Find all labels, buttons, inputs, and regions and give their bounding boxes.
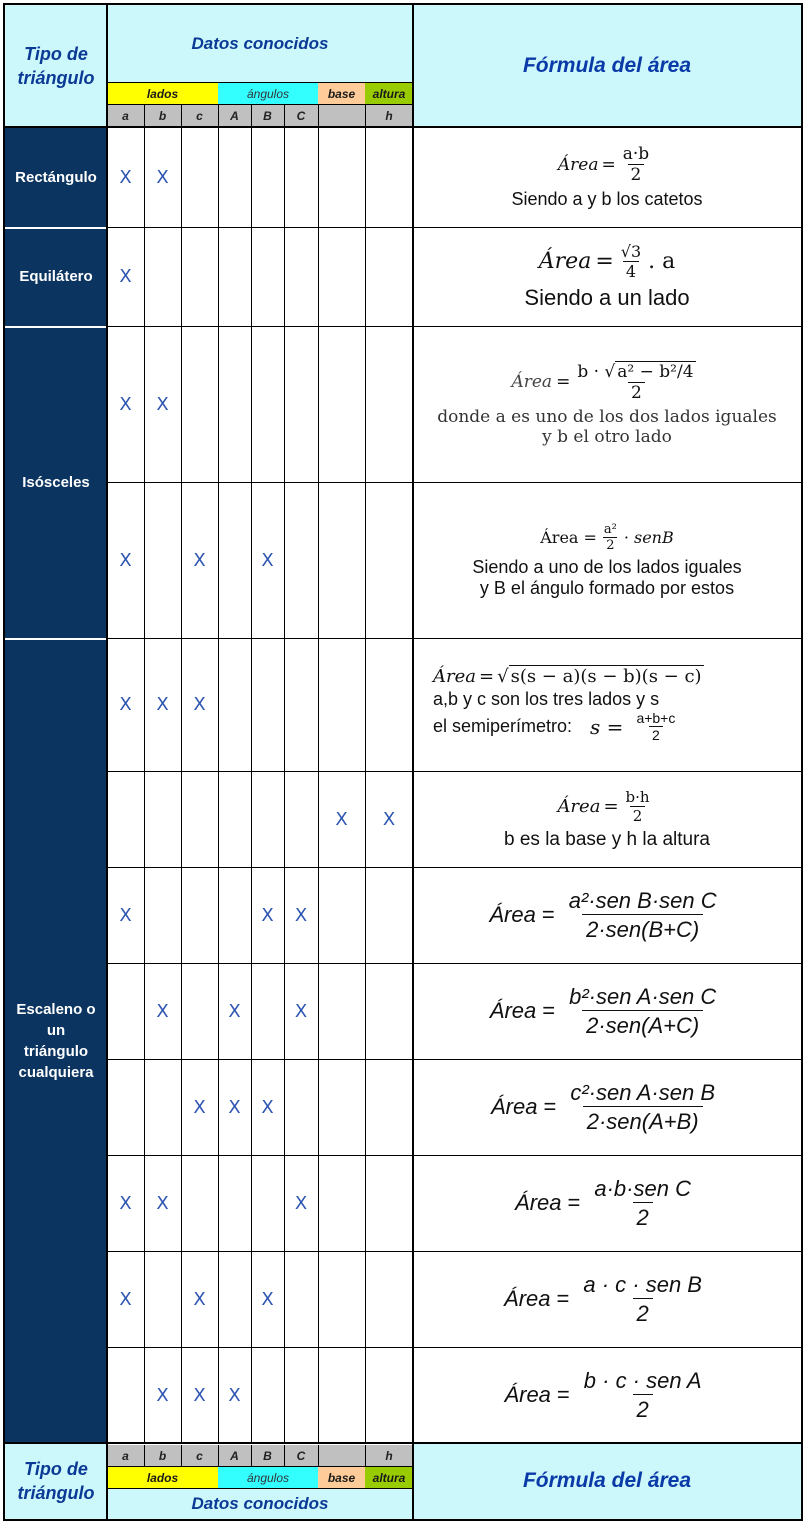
footer-formula bbox=[413, 1443, 801, 1519]
known-data-cell bbox=[318, 867, 365, 963]
known-data-cell bbox=[251, 482, 284, 638]
known-mark: X bbox=[156, 1192, 169, 1214]
known-data-cell bbox=[284, 963, 318, 1059]
known-mark: X bbox=[228, 1096, 241, 1118]
radicand: s(s − a)(s − b)(s − c) bbox=[510, 666, 702, 687]
known-data-cell bbox=[107, 771, 144, 867]
known-data-cell bbox=[251, 963, 284, 1059]
column-letter-label: B bbox=[263, 1449, 272, 1463]
known-data-cell bbox=[284, 326, 318, 482]
column-letter-label: A bbox=[230, 1449, 239, 1463]
column-letter bbox=[284, 1445, 318, 1467]
known-data-cell bbox=[218, 482, 251, 638]
column-letter bbox=[181, 1445, 218, 1467]
column-letter-label: C bbox=[296, 1449, 306, 1463]
known-mark: X bbox=[294, 904, 308, 926]
known-data-cell bbox=[365, 227, 413, 326]
formula-caption: Siendo a un lado bbox=[524, 285, 690, 310]
known-mark: X bbox=[119, 166, 132, 188]
known-data-cell bbox=[181, 1347, 218, 1443]
formula-caption-1: a,b y c son los tres lados y s bbox=[433, 689, 660, 709]
footer-group-angulos bbox=[218, 1467, 318, 1489]
known-data-cell bbox=[218, 1347, 251, 1443]
formula-expression bbox=[504, 1368, 709, 1423]
column-letter-label: h bbox=[385, 109, 393, 123]
fraction-denominator: 2 bbox=[633, 1298, 653, 1327]
fraction-denominator: 2 bbox=[628, 164, 645, 185]
known-data-cell bbox=[365, 1251, 413, 1347]
known-mark: X bbox=[156, 1384, 169, 1406]
fraction-numerator: a² bbox=[603, 521, 617, 537]
formula-expression bbox=[504, 1272, 710, 1327]
known-data-cell bbox=[144, 482, 181, 638]
fraction-denominator: 2 bbox=[633, 1394, 653, 1423]
formula-isosceles-2 bbox=[413, 482, 801, 638]
known-data-cell bbox=[251, 127, 284, 227]
group-altura-label: altura bbox=[372, 87, 406, 101]
area-label: Área bbox=[489, 902, 536, 927]
area-label: Área bbox=[504, 1286, 551, 1311]
fraction-numerator: b·h bbox=[625, 787, 650, 806]
known-data-cell bbox=[318, 1059, 365, 1155]
known-mark: X bbox=[119, 393, 132, 415]
known-data-cell bbox=[218, 1059, 251, 1155]
column-letter-label: b bbox=[158, 109, 167, 123]
group-angulos-label: ángulos bbox=[246, 87, 290, 101]
fraction-denominator: 2·sen(A+B) bbox=[583, 1106, 703, 1135]
formula-caption-1: donde a es uno de los dos lados iguales bbox=[437, 406, 777, 427]
known-data-cell bbox=[365, 1059, 413, 1155]
equals-sign: = bbox=[601, 154, 616, 175]
area-label: Área bbox=[540, 527, 579, 547]
known-mark: X bbox=[382, 808, 396, 830]
known-data-cell bbox=[181, 638, 218, 771]
column-letter bbox=[318, 105, 365, 127]
group-base bbox=[318, 83, 365, 105]
type-rectangulo-label: Rectángulo bbox=[15, 168, 97, 186]
known-mark: X bbox=[193, 1096, 206, 1118]
fraction-numerator: b · bbox=[577, 361, 600, 382]
known-data-cell bbox=[107, 1347, 144, 1443]
fraction-numerator: b²·sen A·sen C bbox=[569, 983, 717, 1009]
type-equilatero-label: Equilátero bbox=[19, 268, 93, 285]
known-data-cell bbox=[218, 127, 251, 227]
column-letter bbox=[318, 1445, 365, 1467]
fraction-numerator: a · c · sen B bbox=[583, 1271, 702, 1297]
header-datos-label: Datos conocidos bbox=[191, 34, 329, 53]
known-data-cell bbox=[144, 1155, 181, 1251]
header-tipo bbox=[5, 5, 107, 127]
formula-caption-2: el semiperímetro: bbox=[433, 716, 573, 736]
area-label: Área bbox=[490, 1094, 538, 1119]
formula-caption: Siendo a y b los catetos bbox=[511, 189, 703, 209]
group-base-label: base bbox=[327, 87, 356, 101]
group-lados bbox=[107, 83, 218, 105]
known-data-cell bbox=[107, 326, 144, 482]
formula-expression bbox=[515, 1176, 699, 1231]
column-letter-label: c bbox=[196, 109, 203, 123]
footer-group-base bbox=[318, 1467, 365, 1489]
fraction bbox=[565, 984, 720, 1039]
fraction-numerator: c²·sen A·sen B bbox=[570, 1079, 716, 1105]
known-mark: X bbox=[294, 1192, 308, 1214]
known-data-cell bbox=[318, 771, 365, 867]
type-isosceles bbox=[5, 326, 107, 638]
known-data-cell bbox=[144, 1251, 181, 1347]
known-data-cell bbox=[284, 1059, 318, 1155]
fraction-denominator: 2 bbox=[628, 382, 645, 403]
footer-formula-label: Fórmula del área bbox=[522, 1469, 692, 1492]
area-label: Área bbox=[504, 1382, 551, 1407]
known-mark: X bbox=[294, 1000, 308, 1022]
group-altura bbox=[365, 83, 413, 105]
equals-sign: = bbox=[595, 249, 614, 274]
formula-expression bbox=[491, 1080, 723, 1135]
fraction bbox=[579, 1272, 706, 1327]
known-data-cell bbox=[318, 1155, 365, 1251]
header-formula bbox=[413, 5, 801, 127]
known-data-cell bbox=[318, 482, 365, 638]
known-data-cell bbox=[144, 638, 181, 771]
fraction-denominator: 2 bbox=[603, 537, 617, 553]
formula-escaleno bbox=[413, 963, 801, 1059]
formula-rectangulo bbox=[413, 127, 801, 227]
formula-equilatero bbox=[413, 227, 801, 326]
type-escaleno bbox=[5, 638, 107, 1443]
footer-tipo-label: Tipo de triángulo bbox=[17, 1459, 95, 1503]
known-data-cell bbox=[318, 638, 365, 771]
known-data-cell bbox=[318, 326, 365, 482]
known-mark: X bbox=[119, 904, 132, 926]
known-mark: X bbox=[228, 1000, 241, 1022]
known-data-cell bbox=[284, 867, 318, 963]
footer-group-angulos-label: ángulos bbox=[246, 1471, 290, 1485]
known-data-cell bbox=[107, 867, 144, 963]
known-data-cell bbox=[251, 326, 284, 482]
known-data-cell bbox=[251, 638, 284, 771]
known-data-cell bbox=[181, 127, 218, 227]
known-data-cell bbox=[318, 127, 365, 227]
known-data-cell bbox=[284, 127, 318, 227]
column-letter-label: a bbox=[122, 1449, 129, 1463]
formula-caption-1: Siendo a uno de los lados iguales bbox=[472, 556, 742, 577]
known-mark: X bbox=[261, 904, 274, 926]
radicand: a² − b²/4 bbox=[617, 361, 694, 382]
known-data-cell bbox=[284, 1347, 318, 1443]
known-data-cell bbox=[318, 963, 365, 1059]
area-label: Área bbox=[557, 795, 601, 817]
equals-sign: = bbox=[479, 666, 495, 687]
known-mark: X bbox=[156, 1000, 169, 1022]
known-data-cell bbox=[218, 771, 251, 867]
footer-group-base-label: base bbox=[327, 1471, 356, 1485]
known-mark: X bbox=[261, 1288, 274, 1310]
known-data-cell bbox=[318, 1251, 365, 1347]
column-letter bbox=[365, 1445, 413, 1467]
formula-caption-2: y b el otro lado bbox=[542, 426, 672, 447]
group-angulos bbox=[218, 83, 318, 105]
formula-isosceles-1: Área = $\frac{\text{b · √ a² − b²/4}}{2}$ donde a es uno de los dos lados iguales y b el otro lado bbox=[413, 326, 801, 482]
footer-datos bbox=[107, 1489, 413, 1519]
equals-sign: = bbox=[556, 1286, 570, 1311]
formula-caption: b es la base y h la altura bbox=[504, 828, 710, 850]
known-data-cell bbox=[365, 127, 413, 227]
fraction-denominator: 2 bbox=[630, 806, 646, 825]
formula-expression bbox=[490, 984, 724, 1039]
footer-group-altura bbox=[365, 1467, 413, 1489]
known-mark: X bbox=[193, 1288, 206, 1310]
area-label: Área bbox=[515, 1190, 562, 1215]
known-mark: X bbox=[261, 549, 274, 571]
known-data-cell bbox=[284, 1155, 318, 1251]
known-mark: X bbox=[156, 166, 169, 188]
area-label: Área bbox=[489, 998, 537, 1023]
known-data-cell bbox=[144, 227, 181, 326]
fraction bbox=[566, 1080, 719, 1135]
known-data-cell bbox=[144, 771, 181, 867]
fraction-numerator: √3 bbox=[620, 242, 642, 261]
column-letter bbox=[107, 105, 144, 127]
formula-escaleno bbox=[413, 1155, 801, 1251]
known-mark: X bbox=[193, 1384, 206, 1406]
equals-sign: = bbox=[603, 795, 619, 817]
fraction-numerator: a+b+c bbox=[636, 710, 676, 726]
formula-expression bbox=[489, 888, 724, 943]
column-letter-label: c bbox=[196, 1449, 203, 1463]
column-letter bbox=[284, 105, 318, 127]
formula-caption-2: y B el ángulo formado por estos bbox=[479, 577, 735, 598]
equals-sign: = bbox=[556, 1382, 570, 1407]
column-letter bbox=[218, 1445, 251, 1467]
known-data-cell bbox=[218, 227, 251, 326]
area-label: Área bbox=[557, 154, 599, 175]
equals-sign: = bbox=[556, 372, 571, 392]
known-data-cell bbox=[365, 771, 413, 867]
footer-datos-label: Datos conocidos bbox=[191, 1494, 329, 1513]
known-mark: X bbox=[119, 549, 132, 571]
column-letter bbox=[181, 105, 218, 127]
semiperimeter-symbol: s = bbox=[590, 714, 624, 739]
header-tipo-label: Tipo de triángulo bbox=[17, 44, 95, 88]
known-data-cell bbox=[107, 1059, 144, 1155]
known-data-cell bbox=[218, 638, 251, 771]
known-data-cell bbox=[284, 227, 318, 326]
known-data-cell bbox=[251, 1059, 284, 1155]
known-data-cell bbox=[318, 227, 365, 326]
column-letter-label: b bbox=[158, 1449, 167, 1463]
known-data-cell bbox=[107, 638, 144, 771]
known-data-cell bbox=[365, 482, 413, 638]
footer-group-altura-label: altura bbox=[372, 1471, 406, 1485]
fraction-denominator: 2 bbox=[649, 726, 663, 743]
column-letter-label: A bbox=[230, 109, 239, 123]
known-data-cell bbox=[144, 963, 181, 1059]
area-label: Área bbox=[433, 666, 476, 687]
known-mark: X bbox=[261, 1096, 274, 1118]
known-data-cell bbox=[365, 1155, 413, 1251]
formula-escaleno bbox=[413, 1059, 801, 1155]
known-data-cell bbox=[181, 771, 218, 867]
known-data-cell bbox=[144, 867, 181, 963]
column-letter bbox=[251, 105, 284, 127]
known-data-cell bbox=[251, 1251, 284, 1347]
header-datos bbox=[107, 5, 413, 83]
known-data-cell bbox=[144, 326, 181, 482]
column-letter bbox=[144, 105, 181, 127]
type-escaleno-label: Escaleno o un triángulo cualquiera bbox=[16, 1000, 96, 1081]
known-mark: X bbox=[119, 1192, 132, 1214]
known-data-cell bbox=[218, 867, 251, 963]
known-data-cell bbox=[107, 482, 144, 638]
formula-escaleno bbox=[413, 867, 801, 963]
known-data-cell bbox=[365, 963, 413, 1059]
known-data-cell bbox=[284, 771, 318, 867]
known-data-cell bbox=[107, 127, 144, 227]
formula-base-altura bbox=[413, 771, 801, 867]
fraction bbox=[580, 1368, 706, 1423]
fraction-denominator: 2·sen(B+C) bbox=[582, 914, 703, 943]
fraction-denominator: 2·sen(A+C) bbox=[582, 1010, 703, 1039]
known-data-cell bbox=[107, 963, 144, 1059]
known-data-cell bbox=[318, 1347, 365, 1443]
known-data-cell bbox=[284, 638, 318, 771]
formula-escaleno-heron: Área = √ s(s − a)(s − b)(s − c) a,b y c son los tres lados y s el semiperímetro: s = $\frac{a+b+c}{2}$ bbox=[413, 638, 801, 771]
type-equilatero bbox=[5, 227, 107, 326]
type-isosceles-label: Isósceles bbox=[22, 473, 90, 491]
fraction bbox=[565, 888, 721, 943]
known-data-cell bbox=[284, 482, 318, 638]
known-data-cell bbox=[144, 127, 181, 227]
fraction-denominator: 2 bbox=[633, 1202, 653, 1231]
known-mark: X bbox=[228, 1384, 241, 1406]
footer-tipo bbox=[5, 1443, 107, 1519]
equals-sign: = bbox=[541, 902, 555, 927]
column-letter-label: a bbox=[122, 109, 129, 123]
known-data-cell bbox=[251, 1347, 284, 1443]
column-letter bbox=[144, 1445, 181, 1467]
footer-group-lados bbox=[107, 1467, 218, 1489]
column-letter-label: C bbox=[296, 109, 306, 123]
known-data-cell bbox=[181, 963, 218, 1059]
column-letter-label: h bbox=[385, 1449, 393, 1463]
formula-escaleno bbox=[413, 1347, 801, 1443]
fraction bbox=[590, 1176, 695, 1231]
column-letter-label: B bbox=[263, 109, 272, 123]
formula-escaleno bbox=[413, 1251, 801, 1347]
area-label: Área bbox=[538, 249, 592, 274]
known-data-cell bbox=[107, 1251, 144, 1347]
header-formula-label: Fórmula del área bbox=[522, 54, 692, 77]
known-data-cell bbox=[181, 1251, 218, 1347]
known-data-cell bbox=[251, 771, 284, 867]
equals-sign: = bbox=[542, 998, 556, 1023]
known-data-cell bbox=[144, 1059, 181, 1155]
known-data-cell bbox=[284, 1251, 318, 1347]
column-letter bbox=[218, 105, 251, 127]
known-data-cell bbox=[181, 867, 218, 963]
known-data-cell bbox=[107, 227, 144, 326]
known-data-cell bbox=[251, 227, 284, 326]
known-data-cell bbox=[181, 227, 218, 326]
known-mark: X bbox=[193, 549, 206, 571]
known-data-cell bbox=[107, 1155, 144, 1251]
known-mark: X bbox=[335, 808, 348, 830]
formula-tail: · senB bbox=[623, 527, 674, 547]
known-mark: X bbox=[119, 694, 132, 715]
known-data-cell bbox=[181, 1155, 218, 1251]
known-mark: X bbox=[156, 393, 169, 415]
fraction-numerator: a²·sen B·sen C bbox=[568, 887, 717, 913]
known-data-cell bbox=[251, 1155, 284, 1251]
fraction-numerator: a·b bbox=[622, 144, 650, 164]
known-data-cell bbox=[365, 326, 413, 482]
fraction-denominator: 4 bbox=[623, 261, 639, 281]
fraction-numerator: a·b·sen C bbox=[594, 1175, 691, 1201]
type-rectangulo bbox=[5, 127, 107, 227]
known-data-cell bbox=[218, 963, 251, 1059]
known-data-cell bbox=[181, 482, 218, 638]
column-letter bbox=[251, 1445, 284, 1467]
equals-sign: = bbox=[543, 1094, 557, 1119]
area-label: Área bbox=[511, 372, 553, 392]
known-data-cell bbox=[365, 638, 413, 771]
known-mark: X bbox=[156, 694, 169, 715]
known-data-cell bbox=[251, 867, 284, 963]
known-mark: X bbox=[193, 694, 206, 715]
fraction-numerator: b · c · sen A bbox=[583, 1367, 702, 1393]
known-mark: X bbox=[119, 1288, 132, 1310]
equals-sign: = bbox=[567, 1190, 581, 1215]
known-data-cell bbox=[144, 1347, 181, 1443]
known-data-cell bbox=[365, 867, 413, 963]
known-data-cell bbox=[218, 326, 251, 482]
known-mark: X bbox=[119, 266, 132, 287]
known-data-cell bbox=[181, 326, 218, 482]
group-lados-label: lados bbox=[146, 87, 179, 101]
known-data-cell bbox=[181, 1059, 218, 1155]
footer-group-lados-label: lados bbox=[146, 1471, 179, 1485]
known-data-cell bbox=[218, 1251, 251, 1347]
column-letter bbox=[365, 105, 413, 127]
known-data-cell bbox=[218, 1155, 251, 1251]
formula-tail: . a bbox=[648, 249, 676, 274]
known-data-cell bbox=[365, 1347, 413, 1443]
column-letter bbox=[107, 1445, 144, 1467]
equals-sign: = bbox=[583, 527, 597, 547]
